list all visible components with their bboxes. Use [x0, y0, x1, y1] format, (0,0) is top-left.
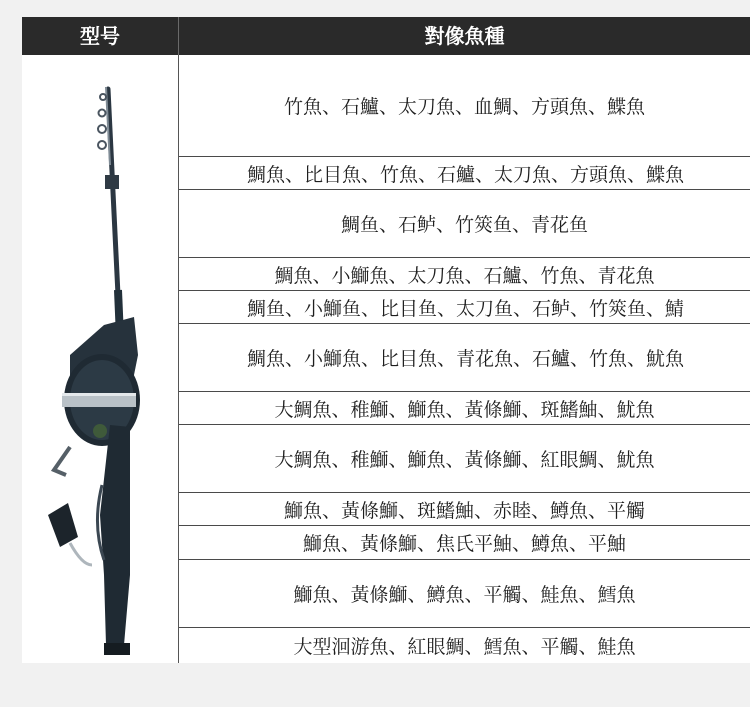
table-row: 鰤魚、黃條鰤、斑鰭鮋、赤睦、鱒魚、平觸 — [179, 493, 750, 526]
product-image-cell — [22, 55, 179, 663]
table-row: 竹魚、石鱸、太刀魚、血鯛、方頭魚、鰈魚 — [179, 55, 750, 157]
table-row: 鯛魚、比目魚、竹魚、石鱸、太刀魚、方頭魚、鰈魚 — [179, 157, 750, 190]
table-row: 鯛鱼、小鰤鱼、比目鱼、太刀鱼、石鲈、竹筴鱼、鯖 — [179, 291, 750, 324]
table-row: 大鯛魚、稚鰤、鰤魚、黃條鰤、紅眼鯛、魷魚 — [179, 425, 750, 493]
header-model: 型号 — [80, 24, 120, 48]
table-row: 大鯛魚、稚鰤、鰤魚、黃條鰤、斑鰭鮋、魷魚 — [179, 392, 750, 425]
table-row: 鯛魚、小鰤魚、比目魚、青花魚、石鱸、竹魚、魷魚 — [179, 324, 750, 392]
table-row: 鰤魚、黃條鰤、焦氏平鮋、鱒魚、平鮋 — [179, 526, 750, 560]
species-rows — [179, 55, 750, 663]
fishing-rod-icon — [22, 55, 178, 663]
header-target-species: 對像魚種 — [424, 24, 505, 48]
table-header — [22, 17, 750, 55]
table-row: 大型洄游魚、紅眼鯛、鱈魚、平觸、鮭魚 — [293, 636, 636, 658]
table-row: 鯛魚、小鰤魚、太刀魚、石鱸、竹魚、青花魚 — [179, 258, 750, 291]
table-row: 鯛鱼、石鲈、竹筴鱼、青花鱼 — [179, 190, 750, 258]
table-row: 鰤魚、黃條鰤、鱒魚、平觸、鮭魚、鱈魚 — [179, 560, 750, 628]
species-table — [22, 17, 750, 663]
